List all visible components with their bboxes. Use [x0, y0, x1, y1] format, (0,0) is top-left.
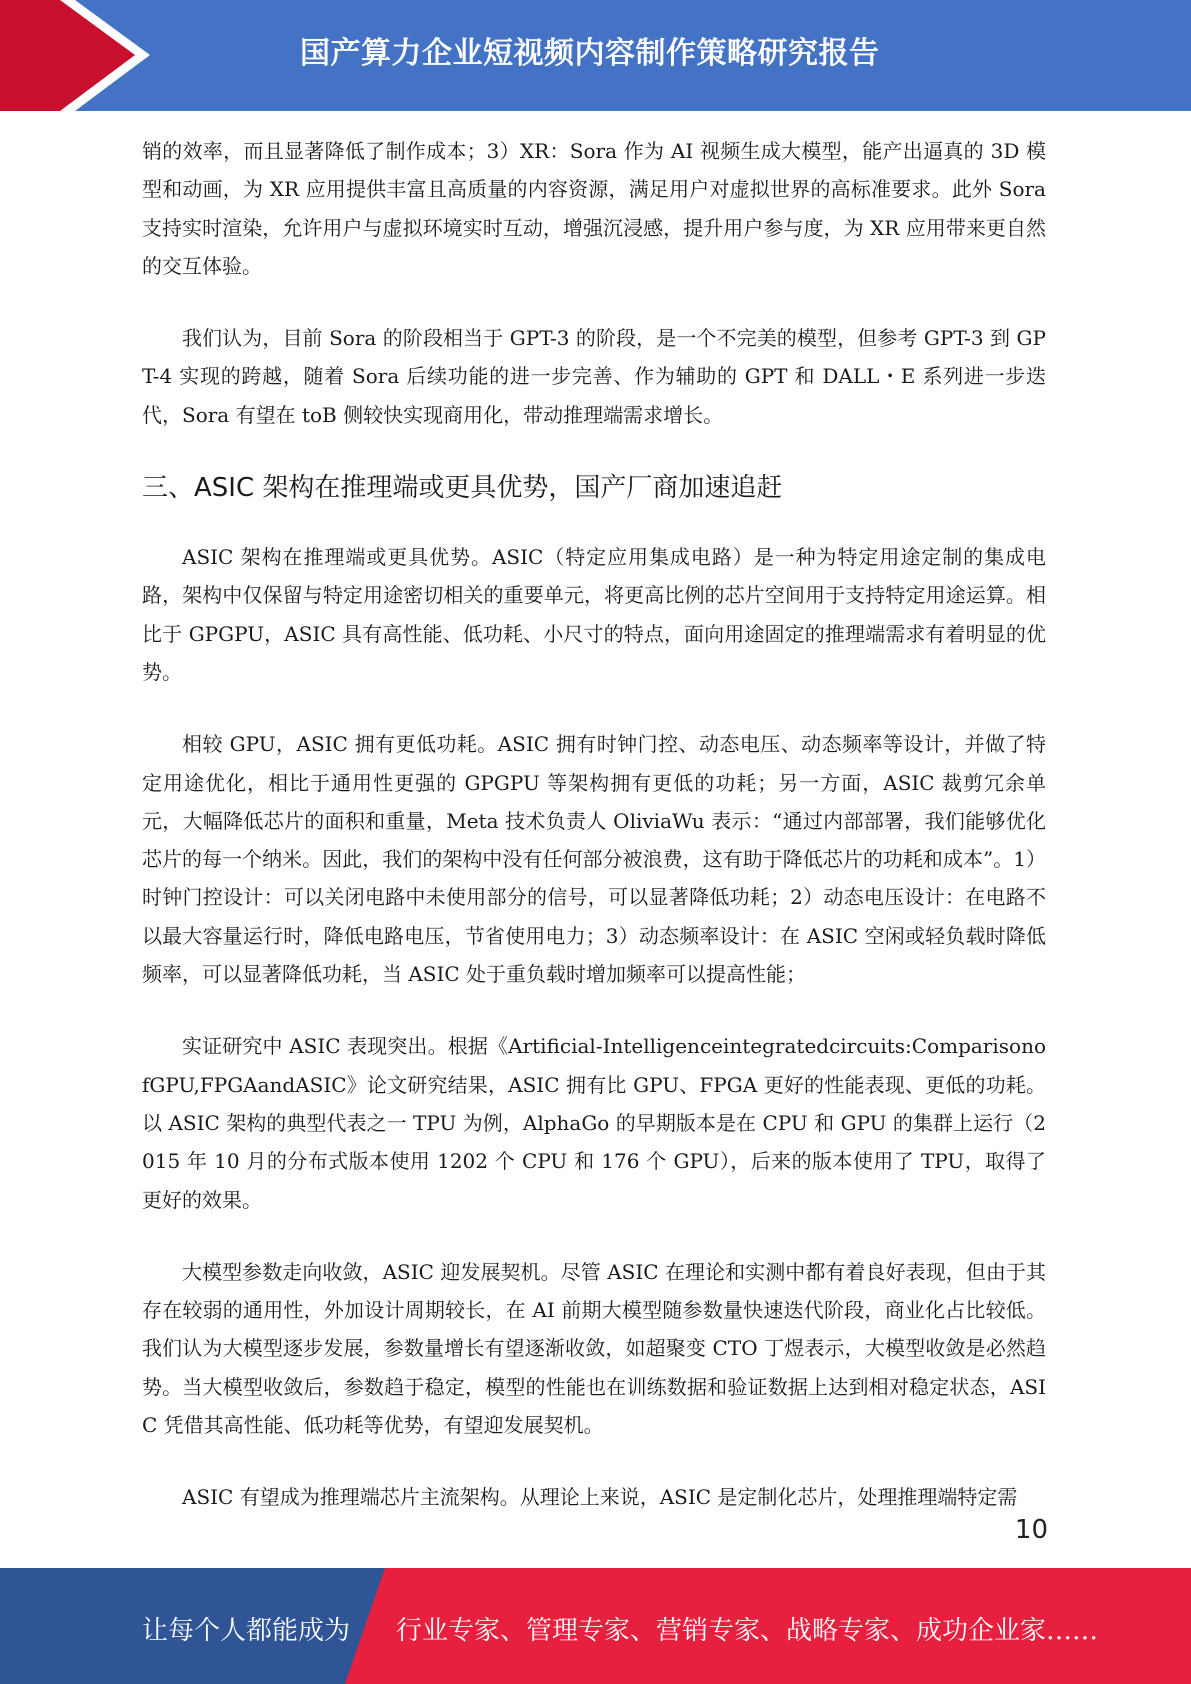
paragraph-asic-power: 相较 GPU，ASIC 拥有更低功耗。ASIC 拥有时钟门控、动态电压、动态频率等设计，并做了特定用途优化，相比于通用性更强的 GPGPU 等架构拥有更低的功耗；另一方面，ASIC 裁剪冗余单元，大幅降低芯片的面积和重量，Meta 技术负责人 OliviaWu 表示：“通过内部部署，我们能够优化芯片的每一个纳米。因此，我们的架构中没有任何部分被浪费，这有助于降低芯片的功耗和成本”。1）时钟门控设计：可以关闭电路中未使用部分的信号，可以显著降低功耗；2）动态电压设计：在电路不以最大容量运行时，降低电路电压，节省使用电力；3）动态频率设计：在 ASIC 空闲或轻负载时降低频率，可以显著降低功耗，当 ASIC 处于重负载时增加频率可以提高性能；: [142, 732, 1046, 987]
paragraph-asic-advantage: ASIC 架构在推理端或更具优势。ASIC（特定应用集成电路）是一种为特定用途定制的集成电路，架构中仅保留与特定用途密切相关的重要单元，将更高比例的芯片空间用于支持特定用途运算。相比于 GPGPU，ASIC 具有高性能、低功耗、小尺寸的特点，面向用途固定的推理端需求有着明显的优势。: [142, 545, 1046, 684]
paragraph-continuation: 销的效率，而且显著降低了制作成本；3）XR：Sora 作为 AI 视频生成大模型，能产出逼真的 3D 模型和动画，为 XR 应用提供丰富且高质量的内容资源，满足用户对虚拟世界的高标准要求。此外 Sora 支持实时渲染，允许用户与虚拟环境实时互动，增强沉浸感，提升用户参与度，为 XR 应用带来更自然的交互体验。: [142, 139, 1046, 278]
document-body: [142, 132, 1046, 1551]
report-title: 国产算力企业短视频内容制作策略研究报告: [300, 36, 880, 71]
paragraph-asic-mainstream: ASIC 有望成为推理端芯片主流架构。从理论上来说，ASIC 是定制化芯片，处理推理端特定需: [182, 1485, 1018, 1510]
page-header: [0, 0, 1191, 111]
section-heading: 三、ASIC 架构在推理端或更具优势，国产厂商加速追赶: [142, 473, 783, 504]
paragraph-asic-opportunity: 大模型参数走向收敛，ASIC 迎发展契机。尽管 ASIC 在理论和实测中都有着良好表现，但由于其存在较弱的通用性，外加设计周期较长，在 AI 前期大模型随参数量快速迭代阶段，商业化占比较低。我们认为大模型逐步发展，参数量增长有望逐渐收敛，如超聚变 CTO 丁煜表示，大模型收敛是必然趋势。当大模型收敛后，参数趋于稳定，模型的性能也在训练数据和验证数据上达到相对稳定状态，ASIC 凭借其高性能、低功耗等优势，有望迎发展契机。: [142, 1259, 1046, 1438]
page-number: 10: [1014, 1515, 1048, 1545]
paragraph-sora-outlook: 我们认为，目前 Sora 的阶段相当于 GPT-3 的阶段，是一个不完美的模型，但参考 GPT-3 到 GPT-4 实现的跨越，随着 Sora 后续功能的进一步完善、作为辅助的 GPT 和 DALL・E 系列进一步迭代，Sora 有望在 toB 侧较快实现商用化，带动推理端需求增长。: [142, 326, 1046, 427]
paragraph-asic-empirical: 实证研究中 ASIC 表现突出。根据《Artificial-Intelligenceintegratedcircuits:ComparisonofGPU,FPGAandASIC》论文研究结果，ASIC 拥有比 GPU、FPGA 更好的性能表现、更低的功耗。以 ASIC 架构的典型代表之一 TPU 为例，AlphaGo 的早期版本是在 CPU 和 GPU 的集群上运行（2015 年 10 月的分布式版本使用 1202 个 CPU 和 176 个 GPU），后来的版本使用了 TPU，取得了更好的效果。: [142, 1034, 1046, 1212]
page-footer: [0, 1568, 1191, 1684]
header-arrow-red: [0, 0, 135, 111]
footer-slogan-right: 行业专家、管理专家、营销专家、战略专家、成功企业家……: [396, 1616, 1099, 1646]
footer-slogan-left: 让每个人都能成为: [142, 1616, 351, 1646]
